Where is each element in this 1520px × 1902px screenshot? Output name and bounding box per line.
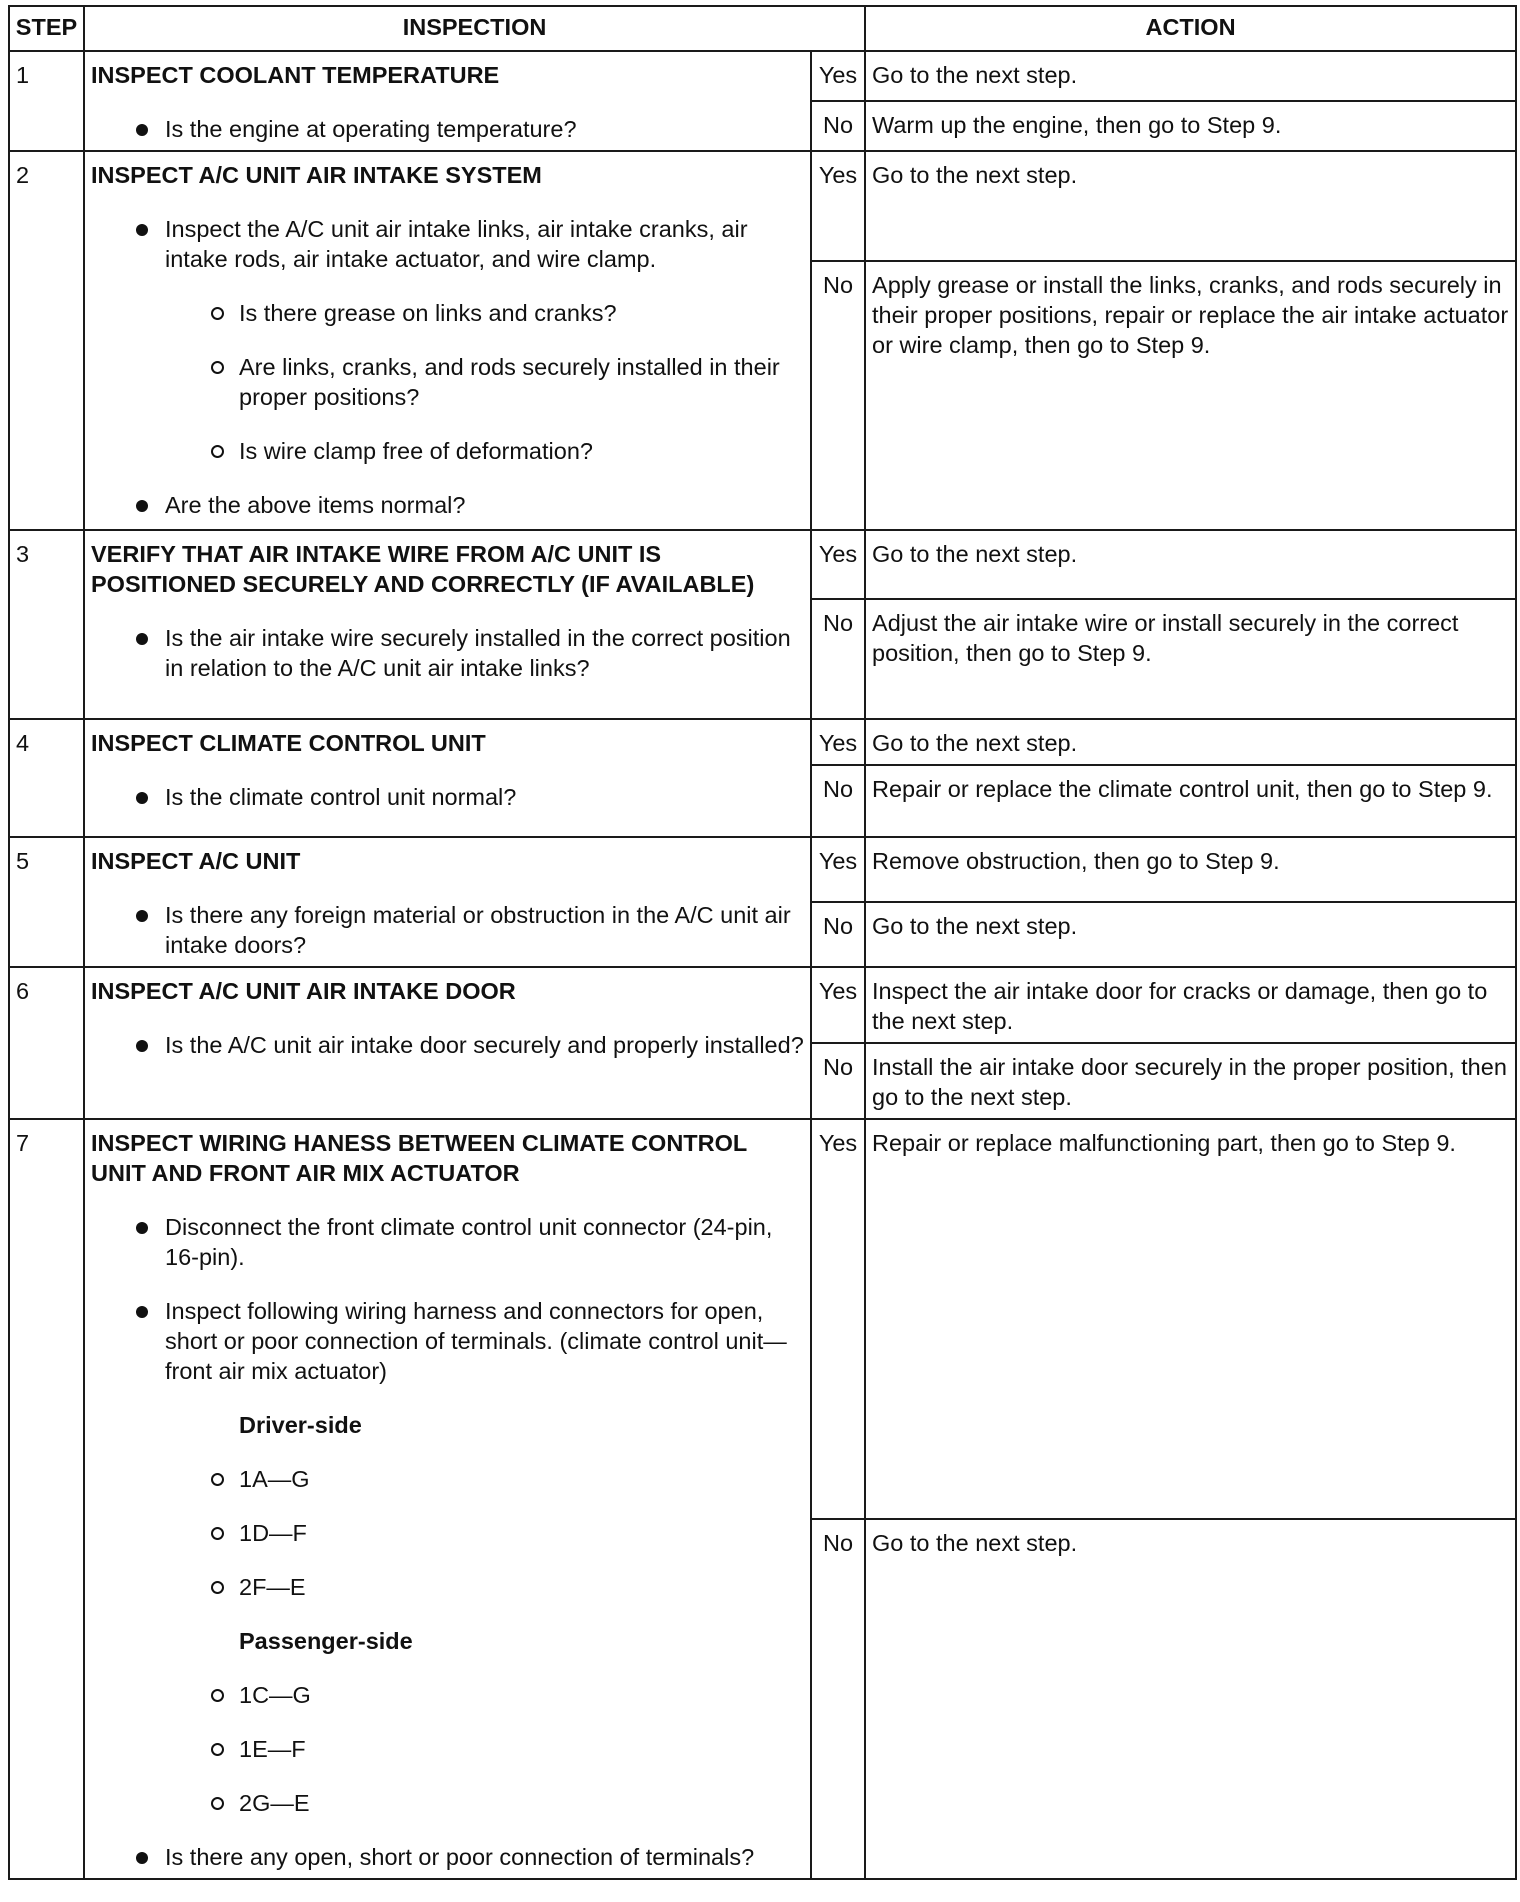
step-number: 5 bbox=[9, 837, 84, 967]
yes-label: Yes bbox=[811, 837, 865, 902]
bullet-list bbox=[91, 900, 804, 960]
inspection-cell bbox=[84, 719, 811, 837]
step-title: VERIFY THAT AIR INTAKE WIRE FROM A/C UNIT IS POSITIONED SECURELY AND CORRECTLY (IF AVAILABLE) bbox=[91, 541, 755, 597]
bullet-item: Is there any open, short or poor connection of terminals? bbox=[165, 1842, 804, 1872]
yes-action: Repair or replace malfunctioning part, then go to Step 9. bbox=[865, 1119, 1516, 1519]
step-title: INSPECT A/C UNIT AIR INTAKE SYSTEM bbox=[91, 162, 542, 188]
no-label: No bbox=[811, 261, 865, 530]
bullet-list bbox=[91, 1212, 804, 1872]
no-label: No bbox=[811, 902, 865, 967]
yes-action: Go to the next step. bbox=[865, 51, 1516, 101]
bullet-item: Are the above items normal? bbox=[165, 490, 804, 520]
yes-label: Yes bbox=[811, 151, 865, 261]
yes-action: Inspect the air intake door for cracks or damage, then go to the next step. bbox=[865, 967, 1516, 1043]
step-title: INSPECT COOLANT TEMPERATURE bbox=[91, 62, 500, 88]
yes-label: Yes bbox=[811, 530, 865, 599]
sub-bullet-list bbox=[165, 298, 804, 466]
sub-bullet-item: Is wire clamp free of deformation? bbox=[239, 436, 804, 466]
inspection-cell bbox=[84, 51, 811, 151]
terminal-pair: 1A—G bbox=[239, 1464, 804, 1494]
passenger-side-list bbox=[165, 1680, 804, 1818]
step-number: 1 bbox=[9, 51, 84, 151]
bullet-item: Disconnect the front climate control unit connector (24-pin, 16-pin). bbox=[165, 1212, 804, 1272]
yes-action: Go to the next step. bbox=[865, 719, 1516, 765]
no-label: No bbox=[811, 765, 865, 837]
header-action: ACTION bbox=[865, 6, 1516, 51]
yes-action: Remove obstruction, then go to Step 9. bbox=[865, 837, 1516, 902]
terminal-pair: 1D—F bbox=[239, 1518, 804, 1548]
bullet-list bbox=[91, 214, 804, 520]
step-7-row-yes bbox=[9, 1119, 1516, 1519]
bullet-item: Is the climate control unit normal? bbox=[165, 782, 804, 812]
no-label: No bbox=[811, 101, 865, 151]
bullet-item: Is the A/C unit air intake door securely and properly installed? bbox=[165, 1032, 804, 1058]
no-label: No bbox=[811, 1519, 865, 1879]
terminal-pair: 1E—F bbox=[239, 1734, 804, 1764]
step-2-row-yes bbox=[9, 151, 1516, 261]
bullet-list bbox=[91, 782, 804, 812]
bullet-item bbox=[165, 214, 804, 466]
inspection-cell bbox=[84, 530, 811, 719]
bullet-list bbox=[91, 623, 804, 683]
header-row bbox=[9, 6, 1516, 51]
yes-action: Go to the next step. bbox=[865, 151, 1516, 261]
bullet-text: Inspect following wiring harness and connectors for open, short or poor connection of terminals. (climate control unit—front air mix actuator) bbox=[165, 1298, 787, 1384]
step-5-row-yes bbox=[9, 837, 1516, 902]
no-label: No bbox=[811, 599, 865, 719]
passenger-side-heading: Passenger-side bbox=[239, 1628, 413, 1654]
step-number: 3 bbox=[9, 530, 84, 719]
step-number: 4 bbox=[9, 719, 84, 837]
inspection-cell bbox=[84, 837, 811, 967]
terminal-pair: 2F—E bbox=[239, 1572, 804, 1602]
no-label: No bbox=[811, 1043, 865, 1119]
step-1-row-yes bbox=[9, 51, 1516, 101]
step-title: INSPECT A/C UNIT AIR INTAKE DOOR bbox=[91, 978, 516, 1004]
bullet-item bbox=[165, 1296, 804, 1818]
no-action: Warm up the engine, then go to Step 9. bbox=[865, 101, 1516, 151]
bullet-list bbox=[91, 1030, 804, 1060]
yes-label: Yes bbox=[811, 719, 865, 765]
driver-side-list bbox=[165, 1464, 804, 1602]
driver-side-heading: Driver-side bbox=[239, 1412, 362, 1438]
no-action: Repair or replace the climate control unit, then go to Step 9. bbox=[865, 765, 1516, 837]
yes-label: Yes bbox=[811, 51, 865, 101]
bullet-list bbox=[91, 114, 804, 144]
header-step: STEP bbox=[9, 6, 84, 51]
step-3-row-yes bbox=[9, 530, 1516, 599]
step-6-row-yes bbox=[9, 967, 1516, 1043]
no-action: Install the air intake door securely in the proper position, then go to the next step. bbox=[865, 1043, 1516, 1119]
sub-bullet-item: Are links, cranks, and rods securely installed in their proper positions? bbox=[239, 352, 804, 412]
yes-action: Go to the next step. bbox=[865, 530, 1516, 599]
bullet-item: Is the engine at operating temperature? bbox=[165, 114, 804, 144]
no-action: Go to the next step. bbox=[865, 1519, 1516, 1879]
no-action: Adjust the air intake wire or install securely in the correct position, then go to Step 9. bbox=[865, 599, 1516, 719]
inspection-cell bbox=[84, 151, 811, 530]
bullet-item: Is the air intake wire securely installed in the correct position in relation to the A/C unit air intake links? bbox=[165, 623, 804, 683]
header-inspection: INSPECTION bbox=[84, 6, 865, 51]
step-title: INSPECT CLIMATE CONTROL UNIT bbox=[91, 730, 486, 756]
step-number: 2 bbox=[9, 151, 84, 530]
yes-label: Yes bbox=[811, 967, 865, 1043]
step-4-row-yes bbox=[9, 719, 1516, 765]
step-title: INSPECT WIRING HANESS BETWEEN CLIMATE CONTROL UNIT AND FRONT AIR MIX ACTUATOR bbox=[91, 1130, 747, 1186]
step-number: 6 bbox=[9, 967, 84, 1119]
bullet-text: Inspect the A/C unit air intake links, air intake cranks, air intake rods, air intake actuator, and wire clamp. bbox=[165, 216, 748, 272]
terminal-pair: 2G—E bbox=[239, 1788, 804, 1818]
inspection-cell bbox=[84, 967, 811, 1119]
terminal-pair: 1C—G bbox=[239, 1680, 804, 1710]
no-action: Go to the next step. bbox=[865, 902, 1516, 967]
bullet-item: Is there any foreign material or obstruction in the A/C unit air intake doors? bbox=[165, 900, 804, 960]
yes-label: Yes bbox=[811, 1119, 865, 1519]
no-action: Apply grease or install the links, cranks, and rods securely in their proper positions, repair or replace the air intake actuator or wire clamp, then go to Step 9. bbox=[865, 261, 1516, 530]
step-number: 7 bbox=[9, 1119, 84, 1879]
inspection-table bbox=[8, 5, 1517, 1880]
step-title: INSPECT A/C UNIT bbox=[91, 848, 301, 874]
sub-bullet-item: Is there grease on links and cranks? bbox=[239, 298, 804, 328]
inspection-cell bbox=[84, 1119, 811, 1879]
